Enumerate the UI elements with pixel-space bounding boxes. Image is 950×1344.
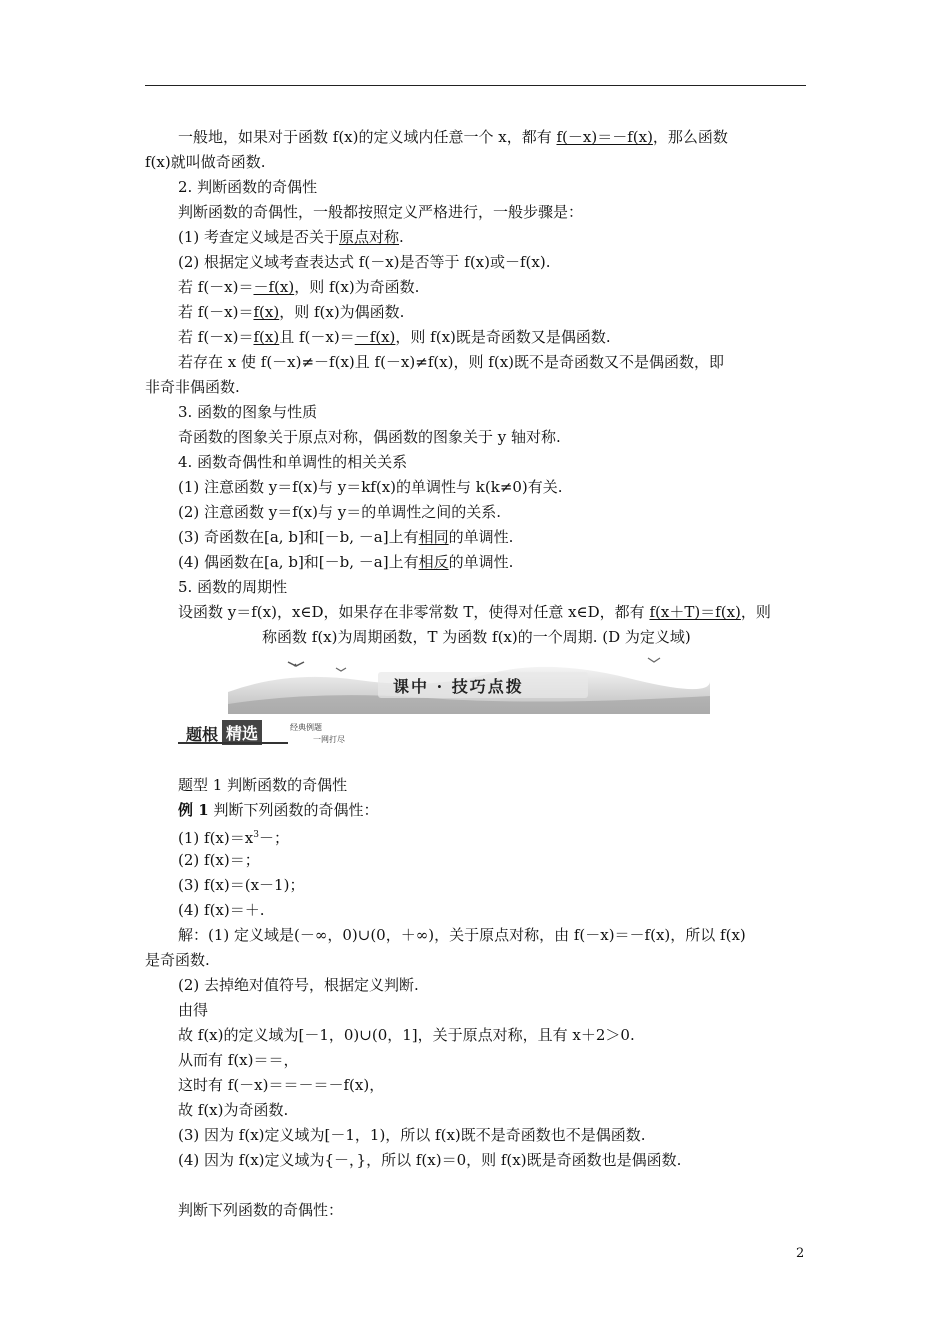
section-4-item-3: (3) 奇函数在[a, b]和[－b, －a]上有相同的单调性. [178, 528, 514, 546]
section-4-item-2: (2) 注意函数 y＝f(x)与 y＝的单调性之间的关系. [178, 503, 501, 521]
banner-title: 课中 · 技巧点拨 [393, 677, 524, 696]
section-4-item-1: (1) 注意函数 y＝f(x)与 y＝kf(x)的单调性与 k(k≠0)有关. [178, 478, 563, 496]
example-q4: (4) f(x)＝＋. [178, 901, 265, 919]
page-number: 2 [796, 1246, 805, 1261]
section-4-title: 4. 函数奇偶性和单调性的相关关系 [178, 453, 408, 471]
period-definition-line1: 设函数 y＝f(x)，x∈D，如果存在非零常数 T，使得对任意 x∈D，都有 f(x＋T)＝f(x)，则 [178, 603, 771, 621]
solution-1-line2: 是奇函数. [145, 951, 210, 969]
example-q2: (2) f(x)＝； [178, 851, 260, 869]
section-2-intro: 判断函数的奇偶性，一般都按照定义严格进行，一般步骤是： [178, 203, 584, 221]
odd-definition-line2: f(x)就叫做奇函数. [145, 153, 266, 171]
section-4-item-4: (4) 偶函数在[a, b]和[－b, －a]上有相反的单调性. [178, 553, 514, 571]
solution-3: (3) 因为 f(x)定义域为[－1，1)，所以 f(x)既不是奇函数也不是偶函数. [178, 1126, 646, 1144]
tag-left: 题根 [186, 725, 219, 744]
solution-2-a: 由得 [178, 1001, 209, 1019]
section-5-title: 5. 函数的周期性 [178, 578, 288, 596]
example-q1: (1) $f(x)=x^3-$； [178, 829, 289, 847]
tag-sub1: 经典例题 [290, 723, 322, 732]
section-3-text: 奇函数的图象关于原点对称，偶函数的图象关于 y 轴对称. [178, 428, 561, 446]
section-3-title: 3. 函数的图象与性质 [178, 403, 318, 421]
example-1-prompt: 例 1 判断下列函数的奇偶性： [178, 801, 379, 819]
case-neither-line1: 若存在 x 使 f(－x)≠－f(x)且 f(－x)≠f(x)，则 f(x)既不是奇函数又不是偶函数，即 [178, 353, 725, 371]
case-odd: 若 f(－x)＝－f(x)，则 f(x)为奇函数. [178, 278, 420, 296]
step-1: (1) 考查定义域是否关于原点对称. [178, 228, 404, 246]
period-definition-line2: 称函数 f(x)为周期函数，T 为函数 f(x)的一个周期. (D 为定义域) [262, 628, 691, 646]
section-tag [178, 720, 368, 750]
case-even: 若 f(－x)＝f(x)，则 f(x)为偶函数. [178, 303, 405, 321]
case-neither-line2: 非奇非偶函数. [145, 378, 240, 396]
tag-rule [178, 742, 288, 744]
step-2: (2) 根据定义域考查表达式 f(－x)是否等于 f(x)或－f(x). [178, 253, 551, 271]
solution-2-b: 故 f(x)的定义域为[－1，0)∪(0，1]，关于原点对称，且有 x＋2＞0. [178, 1026, 635, 1044]
example-q3: (3) f(x)＝(x－1)； [178, 876, 305, 894]
solution-2-c: 从而有 f(x)＝＝， [178, 1051, 299, 1069]
odd-definition-line1: 一般地，如果对于函数 f(x)的定义域内任意一个 x，都有 f(－x)＝－f(x)，那么函数 [178, 128, 728, 146]
section-banner [228, 652, 710, 716]
solution-4: (4) 因为 f(x)定义域为{－，}，所以 f(x)＝0，则 f(x)既是奇函数也是偶函数. [178, 1151, 682, 1169]
tag-right: 精选 [222, 720, 262, 745]
tag-sub2: 一网打尽 [313, 735, 345, 744]
solution-2-e: 故 f(x)为奇函数. [178, 1101, 289, 1119]
followup-prompt: 判断下列函数的奇偶性： [178, 1201, 344, 1219]
section-2-title: 2. 判断函数的奇偶性 [178, 178, 318, 196]
header-rule [145, 85, 806, 86]
question-type-title: 题型 1 判断函数的奇偶性 [178, 776, 348, 794]
case-both: 若 f(－x)＝f(x)且 f(－x)＝－f(x)，则 f(x)既是奇函数又是偶函数. [178, 328, 611, 346]
solution-2: (2) 去掉绝对值符号，根据定义判断. [178, 976, 419, 994]
solution-1-line1: 解：(1) 定义域是(－∞，0)∪(0，＋∞)，关于原点对称，由 f(－x)＝－f(x)，所以 f(x) [178, 926, 746, 944]
solution-2-d: 这时有 f(－x)＝＝－＝－f(x)， [178, 1076, 385, 1094]
